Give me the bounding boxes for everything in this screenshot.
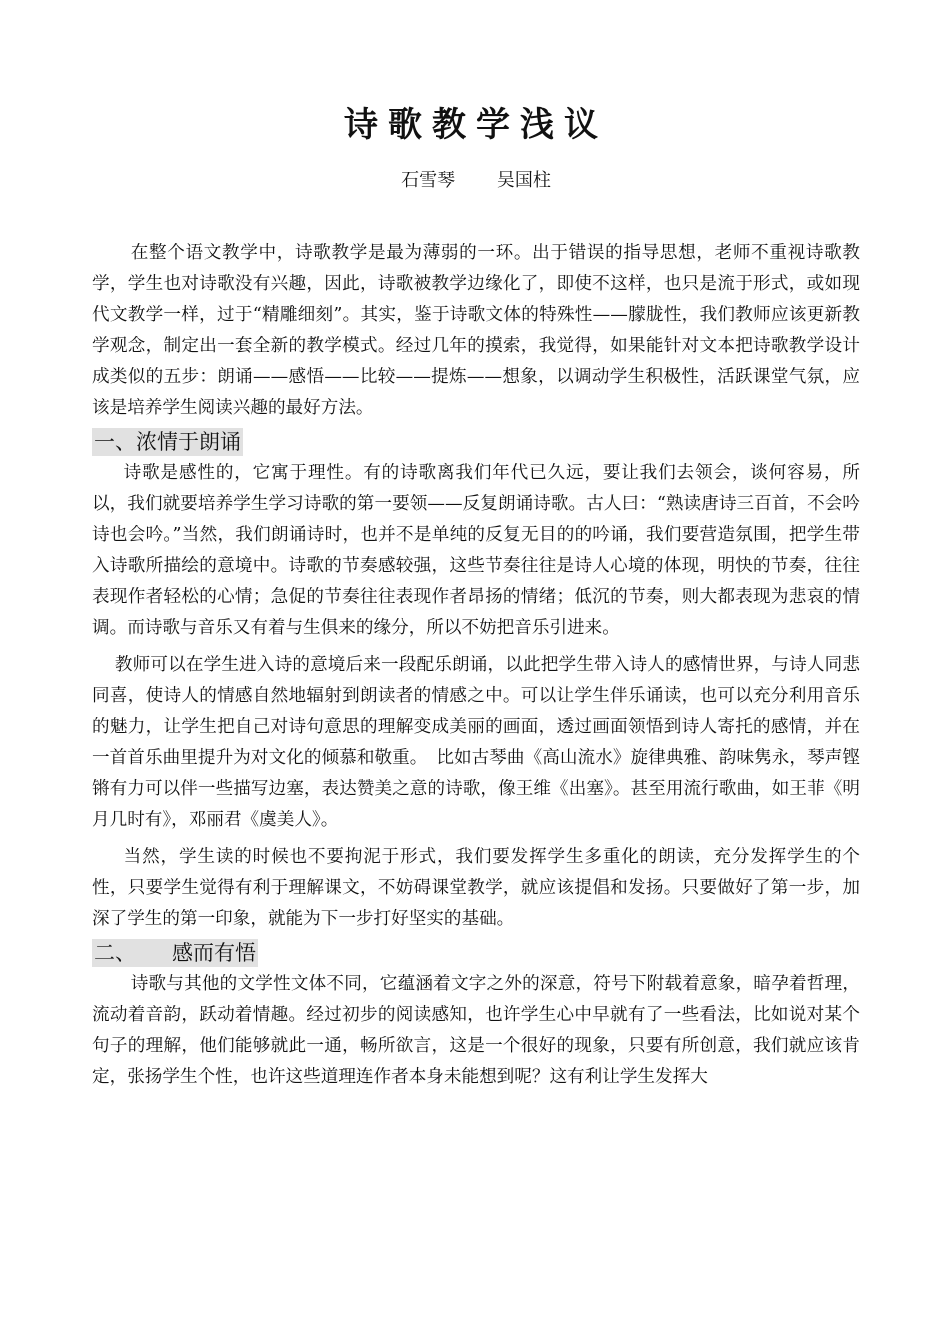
body-paragraph: 诗歌与其他的文学性文体不同，它蕴涵着文字之外的深意，符号下附载着意象，暗孕着哲理，流动着音韵，跃动着情趣。经过初步的阅读感知，也许学生心中早就有了一些看法，比如说对某个句子的理解，他们能够就此一通，畅所欲言，这是一个很好的现象，只要有所创意，我们就应该肯定，张扬学生个性，也许这些道理连作者本身未能想到呢？这有利让学生发挥大 bbox=[92, 974, 860, 1087]
author-name: 石雪琴 bbox=[401, 170, 456, 191]
section-heading bbox=[92, 428, 243, 456]
author-name: 吴国柱 bbox=[496, 170, 551, 191]
section-heading bbox=[92, 939, 258, 967]
body-paragraph: 当然，学生读的时候也不要拘泥于形式，我们要发挥学生多重化的朗读，充分发挥学生的个性，只要学生觉得有利于理解课文，不妨碍课堂教学，就应该提倡和发扬。只要做好了第一步，加深了学生的第一印象，就能为下一步打好坚实的基础。 bbox=[92, 847, 860, 929]
body-paragraph: 诗歌是感性的，它寓于理性。有的诗歌离我们年代已久远，要让我们去领会，谈何容易，所以，我们就要培养学生学习诗歌的第一要领——反复朗诵诗歌。古人曰：“熟读唐诗三百首，不会吟诗也会吟。”当然，我们朗诵诗时，也并不是单纯的反复无目的的吟诵，我们要营造氛围，把学生带入诗歌所描绘的意境中。诗歌的节奏感较强，这些节奏往往是诗人心境的体现，明快的节奏，往往表现作者轻松的心情；急促的节奏往往表现作者昂扬的情绪；低沉的节奏，则大都表现为悲哀的情调。而诗歌与音乐又有着与生俱来的缘分，所以不妨把音乐引进来。 bbox=[92, 463, 860, 638]
section-title: 浓情于朗诵 bbox=[136, 430, 241, 454]
section-title: 感而有悟 bbox=[172, 941, 256, 965]
body-paragraph: 教师可以在学生进入诗的意境后来一段配乐朗诵，以此把学生带入诗人的感情世界，与诗人同悲同喜，使诗人的情感自然地辐射到朗读者的情感之中。可以让学生伴乐诵读，也可以充分利用音乐的魅力，让学生把自己对诗句意思的理解变成美丽的画面，透过画面领悟到诗人寄托的感情，并在一首首乐曲里提升为对文化的倾慕和敬重。 比如古琴曲《高山流水》旋律典雅、韵味隽永，琴声铿锵有力可以伴一些描写边塞，表达赞美之意的诗歌，像王维《出塞》。甚至用流行歌曲，如王菲《明月几时有》，邓丽君《虞美人》。 bbox=[92, 655, 860, 830]
document-page bbox=[92, 0, 860, 1093]
authors bbox=[92, 168, 860, 194]
page-title: 诗歌教学浅议 bbox=[344, 105, 608, 145]
intro-paragraph: 在整个语文教学中，诗歌教学是最为薄弱的一环。出于错误的指导思想，老师不重视诗歌教学，学生也对诗歌没有兴趣，因此，诗歌被教学边缘化了，即使不这样，也只是流于形式，或如现代文教学一样，过于“精雕细刻”。其实，鉴于诗歌文体的特殊性——朦胧性，我们教师应该更新教学观念，制定出一套全新的教学模式。经过几年的摸索，我觉得，如果能针对文本把诗歌教学设计成类似的五步：朗诵——感悟——比较——提炼——想象，以调动学生积极性，活跃课堂气氛，应该是培养学生阅读兴趣的最好方法。 bbox=[92, 243, 860, 418]
section-number: 一、 bbox=[94, 430, 136, 454]
section-number: 二、 bbox=[94, 941, 136, 965]
